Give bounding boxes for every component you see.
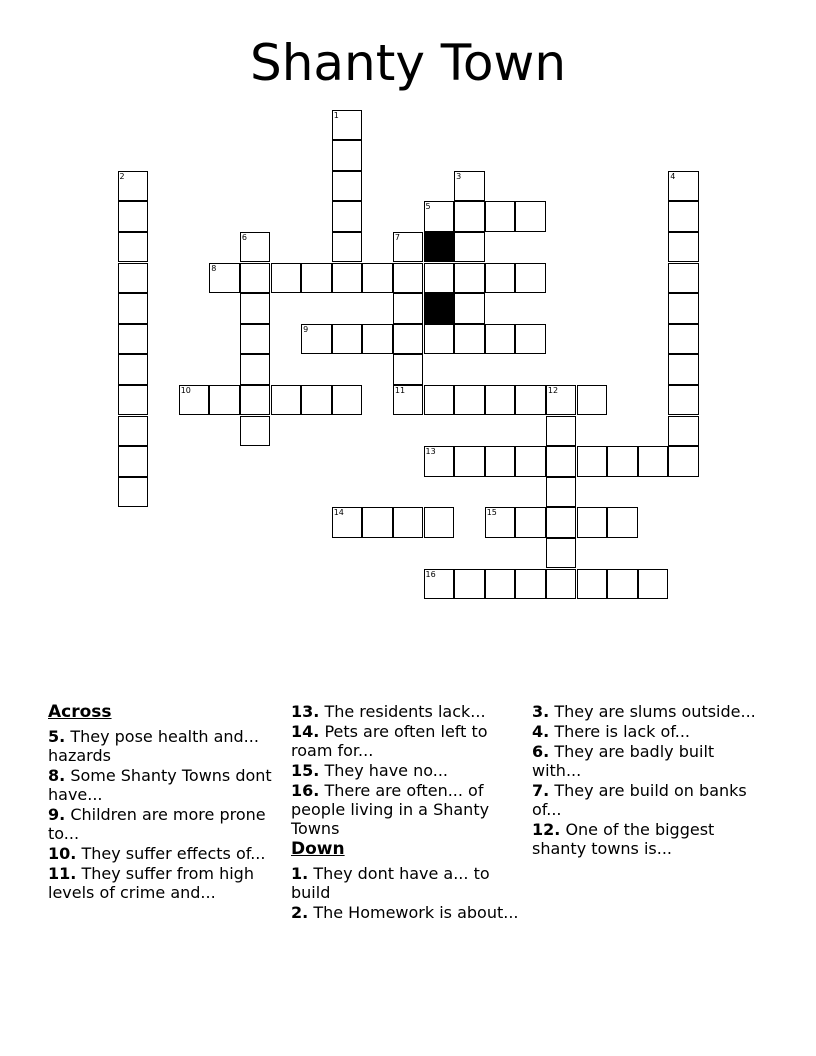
grid-cell[interactable] <box>424 569 455 600</box>
clue-number: 1. <box>291 864 309 883</box>
grid-cell[interactable] <box>271 263 302 294</box>
grid-cell[interactable] <box>393 293 424 324</box>
grid-cell[interactable] <box>515 446 546 477</box>
grid-cell[interactable] <box>118 385 149 416</box>
grid-cell[interactable] <box>454 201 485 232</box>
grid-cell[interactable] <box>668 201 699 232</box>
grid-cell[interactable] <box>638 446 669 477</box>
grid-cell[interactable] <box>607 569 638 600</box>
grid-cell[interactable] <box>668 416 699 447</box>
grid-cell[interactable] <box>332 232 363 263</box>
clue-number-label: 15 <box>486 508 497 518</box>
clue-number-label: 13 <box>425 447 436 457</box>
grid-cell[interactable] <box>485 569 516 600</box>
clue-text: They dont have a... to build <box>291 864 490 902</box>
grid-cell[interactable] <box>332 385 363 416</box>
grid-cell[interactable] <box>515 385 546 416</box>
clue-column-3 <box>532 702 764 859</box>
grid-cell[interactable] <box>393 354 424 385</box>
grid-cell[interactable] <box>454 293 485 324</box>
grid-cell[interactable] <box>240 293 271 324</box>
grid-cell[interactable] <box>240 263 271 294</box>
clue-text: They suffer from high levels of crime and... <box>48 864 254 902</box>
grid-cell[interactable] <box>301 385 332 416</box>
grid-cell[interactable] <box>485 446 516 477</box>
grid-cell[interactable] <box>454 324 485 355</box>
clue-down-6 <box>532 742 764 780</box>
clue-down-12 <box>532 820 764 858</box>
clue-across-14 <box>291 722 523 760</box>
clue-number: 11. <box>48 864 77 883</box>
grid-block-cell <box>424 293 455 324</box>
clue-down-7 <box>532 781 764 819</box>
grid-cell[interactable] <box>515 507 546 538</box>
clue-number-label: 2 <box>119 171 125 181</box>
clue-column-2 <box>291 702 523 923</box>
grid-cell[interactable] <box>638 569 669 600</box>
clue-number-label: 4 <box>670 171 676 181</box>
grid-cell[interactable] <box>118 477 149 508</box>
grid-cell[interactable] <box>668 171 699 202</box>
grid-cell[interactable] <box>118 201 149 232</box>
clue-number-label: 1 <box>333 110 339 120</box>
clue-down-4 <box>532 722 764 741</box>
clue-text: One of the biggest shanty towns is... <box>532 820 715 858</box>
clue-text: Pets are often left to roam for... <box>291 722 488 760</box>
clue-number-label: 14 <box>333 508 344 518</box>
clue-text: They are slums outside... <box>554 702 756 721</box>
grid-cell[interactable] <box>393 324 424 355</box>
clue-text: Some Shanty Towns dont have... <box>48 766 272 804</box>
grid-cell[interactable] <box>515 569 546 600</box>
clue-text: They pose health and... hazards <box>48 727 259 765</box>
clue-number: 7. <box>532 781 550 800</box>
clue-number: 5. <box>48 727 66 746</box>
clue-across-13 <box>291 702 523 721</box>
clue-across-5 <box>48 727 280 765</box>
grid-cell[interactable] <box>209 385 240 416</box>
clue-number-label: 16 <box>425 569 436 579</box>
clue-number: 14. <box>291 722 320 741</box>
grid-cell[interactable] <box>240 232 271 263</box>
grid-cell[interactable] <box>577 385 608 416</box>
grid-cell[interactable] <box>393 507 424 538</box>
grid-cell[interactable] <box>424 507 455 538</box>
grid-cell[interactable] <box>515 324 546 355</box>
clue-number: 3. <box>532 702 550 721</box>
grid-cell[interactable] <box>454 263 485 294</box>
grid-cell[interactable] <box>332 140 363 171</box>
grid-block-cell <box>424 232 455 263</box>
grid-cell[interactable] <box>118 354 149 385</box>
grid-cell[interactable] <box>362 507 393 538</box>
grid-cell[interactable] <box>546 538 577 569</box>
grid-cell[interactable] <box>332 110 363 141</box>
grid-cell[interactable] <box>607 446 638 477</box>
grid-cell[interactable] <box>118 232 149 263</box>
grid-cell[interactable] <box>485 201 516 232</box>
grid-cell[interactable] <box>301 263 332 294</box>
clue-text: Children are more prone to... <box>48 805 266 843</box>
clue-number: 12. <box>532 820 561 839</box>
grid-cell[interactable] <box>485 263 516 294</box>
clue-number: 15. <box>291 761 320 780</box>
clue-number: 6. <box>532 742 550 761</box>
grid-cell[interactable] <box>240 354 271 385</box>
clue-across-15 <box>291 761 523 780</box>
clue-number-label: 12 <box>547 385 559 395</box>
grid-cell[interactable] <box>668 354 699 385</box>
grid-cell[interactable] <box>424 263 455 294</box>
grid-cell[interactable] <box>393 263 424 294</box>
clue-down-3 <box>532 702 764 721</box>
clue-across-8 <box>48 766 280 804</box>
grid-cell[interactable] <box>515 201 546 232</box>
grid-cell[interactable] <box>668 232 699 263</box>
clue-text: They are badly built with... <box>532 742 715 780</box>
grid-cell[interactable] <box>485 507 516 538</box>
clue-down-1 <box>291 864 523 902</box>
grid-cell[interactable] <box>668 324 699 355</box>
grid-cell[interactable] <box>454 569 485 600</box>
clue-number-label: 6 <box>241 232 247 242</box>
clue-number-label: 9 <box>303 324 309 334</box>
grid-cell[interactable] <box>240 324 271 355</box>
grid-cell[interactable] <box>179 385 210 416</box>
grid-cell[interactable] <box>546 569 577 600</box>
grid-cell[interactable] <box>607 507 638 538</box>
clue-number: 13. <box>291 702 320 721</box>
grid-cell[interactable] <box>546 477 577 508</box>
clue-text: There are often... of people living in a Shanty Towns <box>291 781 490 838</box>
clue-across-9 <box>48 805 280 843</box>
grid-cell[interactable] <box>393 385 424 416</box>
clue-number: 9. <box>48 805 66 824</box>
grid-cell[interactable] <box>668 385 699 416</box>
clue-text: They are build on banks of... <box>532 781 747 819</box>
grid-cell[interactable] <box>332 171 363 202</box>
clue-number-label: 3 <box>456 171 462 181</box>
clue-text: They have no... <box>324 761 448 780</box>
grid-cell[interactable] <box>332 201 363 232</box>
clue-number-label: 8 <box>211 263 217 273</box>
clue-number: 4. <box>532 722 550 741</box>
clue-text: The Homework is about... <box>313 903 519 922</box>
grid-cell[interactable] <box>118 293 149 324</box>
grid-cell[interactable] <box>424 385 455 416</box>
grid-cell[interactable] <box>332 507 363 538</box>
grid-cell[interactable] <box>424 446 455 477</box>
grid-cell[interactable] <box>332 263 363 294</box>
grid-cell[interactable] <box>546 416 577 447</box>
clue-across-11 <box>48 864 280 902</box>
grid-cell[interactable] <box>362 263 393 294</box>
grid-cell[interactable] <box>240 416 271 447</box>
clue-across-10 <box>48 844 280 863</box>
grid-cell[interactable] <box>485 385 516 416</box>
clue-text: They suffer effects of... <box>81 844 266 863</box>
down-header: Down <box>291 839 345 859</box>
grid-cell[interactable] <box>577 507 608 538</box>
grid-cell[interactable] <box>454 171 485 202</box>
grid-cell[interactable] <box>240 385 271 416</box>
clue-number: 10. <box>48 844 77 863</box>
grid-cell[interactable] <box>118 324 149 355</box>
clue-down-2 <box>291 903 523 922</box>
clue-across-16 <box>291 781 523 838</box>
grid-cell[interactable] <box>332 324 363 355</box>
grid-cell[interactable] <box>577 446 608 477</box>
clue-number-label: 10 <box>180 385 191 395</box>
grid-cell[interactable] <box>546 385 577 416</box>
grid-cell[interactable] <box>546 446 577 477</box>
grid-cell[interactable] <box>301 324 332 355</box>
clue-number: 16. <box>291 781 320 800</box>
grid-cell[interactable] <box>668 446 699 477</box>
grid-cell[interactable] <box>118 416 149 447</box>
grid-cell[interactable] <box>393 232 424 263</box>
clue-number-label: 11 <box>394 385 406 395</box>
clue-number-label: 5 <box>425 202 431 212</box>
grid-cell[interactable] <box>424 324 455 355</box>
clue-text: The residents lack... <box>324 702 486 721</box>
grid-cell[interactable] <box>668 263 699 294</box>
clue-number-label: 7 <box>394 232 400 242</box>
grid-cell[interactable] <box>577 569 608 600</box>
clue-number: 8. <box>48 766 66 785</box>
grid-cell[interactable] <box>271 385 302 416</box>
clue-number: 2. <box>291 903 309 922</box>
grid-cell[interactable] <box>118 446 149 477</box>
grid-cell[interactable] <box>454 446 485 477</box>
grid-cell[interactable] <box>454 385 485 416</box>
grid-cell[interactable] <box>424 201 455 232</box>
grid-cell[interactable] <box>118 263 149 294</box>
grid-cell[interactable] <box>118 171 149 202</box>
grid-cell[interactable] <box>362 324 393 355</box>
page-title: Shanty Town <box>249 34 567 92</box>
grid-cell[interactable] <box>485 324 516 355</box>
grid-cell[interactable] <box>668 293 699 324</box>
clue-column-1 <box>48 702 280 903</box>
grid-cell[interactable] <box>209 263 240 294</box>
grid-cell[interactable] <box>454 232 485 263</box>
across-header: Across <box>48 702 112 722</box>
clue-text: There is lack of... <box>554 722 691 741</box>
grid-cell[interactable] <box>546 507 577 538</box>
grid-cell[interactable] <box>515 263 546 294</box>
